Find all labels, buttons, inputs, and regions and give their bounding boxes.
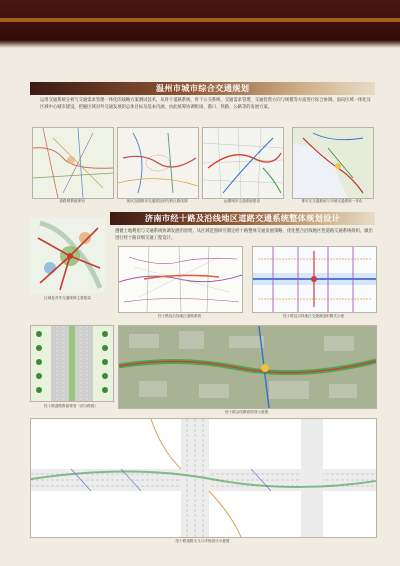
section2-title: 济南市经十路及沿线地区道路交通系统整体规划设计 [144, 213, 341, 223]
thumb4-caption: 都市区交通系统与市域交通系统一体化 [301, 199, 363, 203]
road-network-map [32, 127, 114, 199]
thumb2-caption: 现状近期都市交通源及研究跨区路线图 [126, 199, 188, 203]
external-traffic-graphic [30, 218, 105, 293]
traffic-organization-graphic [253, 247, 376, 312]
metro-traffic-map-graphic [118, 128, 198, 198]
section1-description: 运用交通系统分析与交通需求管理一体化的战略方案测试技术，从骨干道路系统、骨干公交系统、交通需求管理、交通投资方向与规模等方面进行综合协调。面向区域一体化及区域中心城市建设，把握区域对外交通发展的总体目标及基本内涵，由此统筹协调机场、港口、铁路、公路等的发展方案。 [40, 98, 371, 110]
external-caption: 区域及对外交通规律主要框架 [44, 296, 91, 300]
intersection-detail-plan [30, 418, 377, 538]
route-aerial-plan [118, 325, 377, 409]
long-term-system-map [202, 127, 284, 199]
regional-caption: 经十路及沿线地区道路系统 [157, 314, 202, 318]
route-caption: 经十路沿线断面规划示意图 [224, 410, 269, 414]
intersection-detail-graphic [31, 419, 376, 537]
road-section-plan [30, 325, 114, 402]
organization-caption: 经十路及沿线地区交通流组织模式示意 [282, 314, 345, 318]
metro-traffic-map [117, 127, 199, 199]
regional-road-system-map [118, 246, 243, 313]
long-term-system-map-graphic [203, 128, 283, 198]
thumb1-caption: 道路网系统规划 [59, 199, 85, 203]
section2-title-bar [110, 212, 375, 225]
header-fade [0, 40, 400, 48]
section1-title: 温州市城市综合交通规划 [155, 83, 250, 93]
metro-county-integration-map [292, 127, 374, 199]
header-band [0, 0, 400, 48]
route-aerial-graphic [119, 326, 376, 408]
section-title-bar [30, 82, 375, 95]
road-section-graphic [31, 326, 113, 401]
intersection-caption: 经十路道路交叉口详细设计示意图 [175, 539, 230, 543]
road-network-map-graphic [33, 128, 113, 198]
header-stripe [0, 18, 400, 22]
thumb3-caption: 远期城市交通系统建设 [224, 199, 260, 203]
metro-county-integration-map-graphic [293, 128, 373, 198]
section2-description: 遵循土地利用与交通系统协调发展的原则，从区域范围研究制定经十路整体交通发展策略，优化整合沿线地区性道路交通系统组织，做出进行经十路详细交通工程设计。 [115, 229, 373, 241]
section-caption: 经十路道路断面规划（部分路段） [44, 404, 98, 408]
external-traffic-diagram [30, 218, 105, 293]
regional-road-graphic [119, 247, 242, 312]
traffic-organization-diagram [252, 246, 377, 313]
